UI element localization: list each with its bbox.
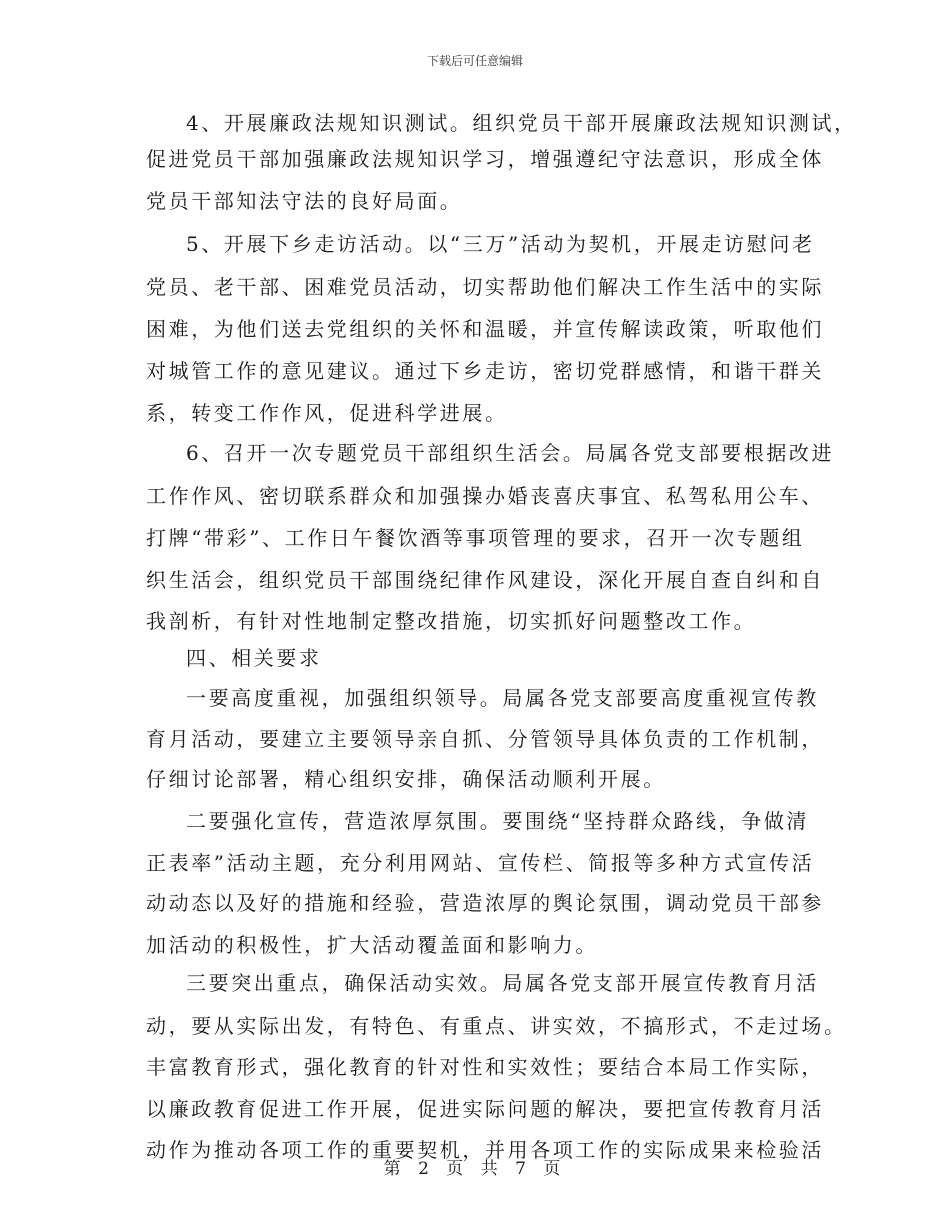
paragraph-line: 三要突出重点，确保活动实效。局属各党支部开展宣传教育月活 xyxy=(186,971,819,995)
paragraph-line: 一要高度重视，加强组织领导。局属各党支部要高度重视宣传教 xyxy=(186,686,819,710)
paragraph-line: 困难，为他们送去党组织的关怀和温暖，并宣传解读政策，听取他们 xyxy=(146,317,824,341)
page-footer: 第 2 页 共 7 页 xyxy=(383,1159,567,1179)
paragraph-line: 仔细讨论部署，精心组织安排，确保活动顺利开展。 xyxy=(146,767,666,791)
paragraph-line: 动动态以及好的措施和经验，营造浓厚的舆论氛围，调动党员干部参 xyxy=(146,891,824,915)
paragraph-line: 系，转变工作作风，促进科学进展。 xyxy=(146,401,508,425)
paragraph-line: 对城管工作的意见建议。通过下乡走访，密切党群感情，和谐干群关 xyxy=(146,359,824,383)
paragraph-line: 党员干部知法守法的良好局面。 xyxy=(146,189,463,213)
paragraph-line: 动，要从实际出发，有特色、有重点、讲实效，不搞形式，不走过场。 xyxy=(146,1014,847,1038)
page-header: 下载后可任意编辑 xyxy=(426,54,523,68)
paragraph-line: 5、开展下乡走访活动。以“三万”活动为契机，开展走访慰问老 xyxy=(186,232,815,256)
paragraph-line: 二要强化宣传，营造浓厚氛围。要围绕“坚持群众路线，争做清 xyxy=(186,809,810,833)
paragraph-line: 育月活动，要建立主要领导亲自抓、分管领导具体负责的工作机制， xyxy=(146,727,824,751)
paragraph-line: 工作作风、密切联系群众和加强操办婚丧喜庆事宜、私驾私用公车、 xyxy=(146,484,824,508)
paragraph-line: 以廉政教育促进工作开展，促进实际问题的解决，要把宣传教育月活 xyxy=(146,1097,824,1121)
paragraph-line: 加活动的积极性，扩大活动覆盖面和影响力。 xyxy=(146,933,598,957)
paragraph-line: 丰富教育形式，强化教育的针对性和实效性；要结合本局工作实际， xyxy=(146,1055,824,1079)
paragraph-line: 6、召开一次专题党员干部组织生活会。局属各党支部要根据改进 xyxy=(186,441,835,465)
paragraph-line: 我剖析，有针对性地制定整改措施，切实抓好问题整改工作。 xyxy=(146,609,757,633)
paragraph-line: 织生活会，组织党员干部围绕纪律作风建设，深化开展自查自纠和自 xyxy=(146,568,824,592)
paragraph-line: 四、相关要求 xyxy=(186,646,322,670)
paragraph-line: 4、开展廉政法规知识测试。组织党员干部开展廉政法规知识测试， xyxy=(186,111,857,135)
paragraph-line: 动作为推动各项工作的重要契机，并用各项工作的实际成果来检验活 xyxy=(146,1138,824,1162)
paragraph-line: 打牌“带彩”、工作日午餐饮酒等事项管理的要求，召开一次专题组 xyxy=(146,526,805,550)
paragraph-line: 促进党员干部加强廉政法规知识学习，增强遵纪守法意识，形成全体 xyxy=(146,147,824,171)
paragraph-line: 正表率”活动主题，充分利用网站、宣传栏、简报等多种方式宣传活 xyxy=(146,851,815,875)
paragraph-line: 党员、老干部、困难党员活动，切实帮助他们解决工作生活中的实际 xyxy=(146,275,824,299)
